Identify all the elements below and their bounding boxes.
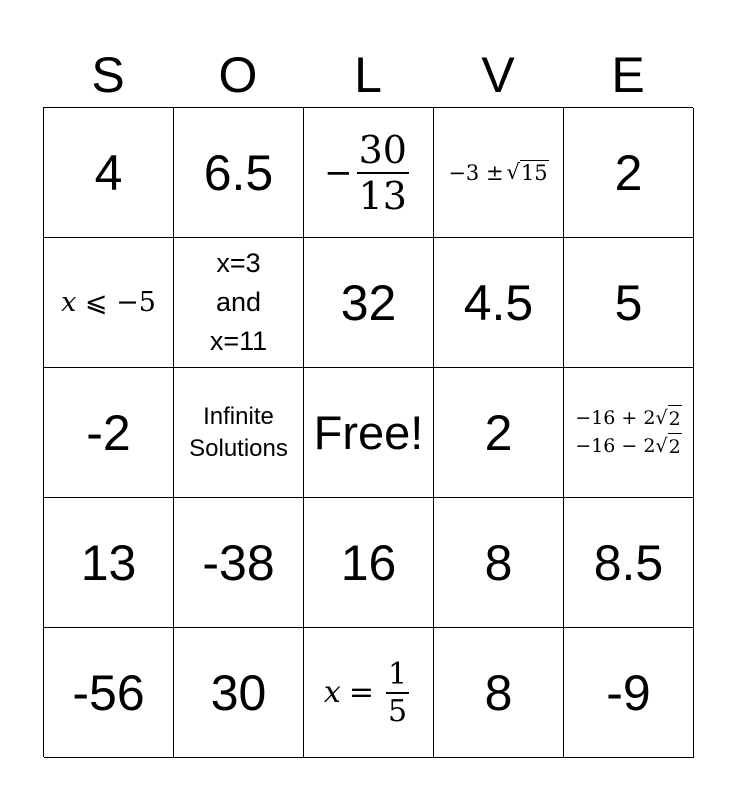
header-letter-s: S — [91, 47, 125, 103]
cell-line: Solutions — [189, 434, 288, 462]
bingo-cell[interactable] — [44, 498, 174, 628]
variable: x — [323, 675, 341, 710]
expression-prefix: −16 + 2 — [575, 406, 656, 429]
radicand: 2 — [668, 433, 682, 461]
bingo-cell[interactable] — [174, 628, 304, 758]
free-space-label: Free! — [313, 406, 424, 459]
cell-line: x=11 — [209, 326, 268, 356]
bingo-cell[interactable] — [434, 238, 564, 368]
bingo-cell[interactable] — [174, 238, 304, 368]
cell-value: 4 — [94, 144, 123, 201]
header-letter-o: O — [218, 47, 258, 103]
expression-prefix: −16 − 2 — [575, 434, 656, 457]
bingo-cell[interactable] — [564, 498, 694, 628]
relation: ⩽ −5 — [84, 287, 156, 318]
variable: x — [61, 287, 77, 318]
cell-text-stack — [189, 401, 288, 465]
cell-value: 30 — [210, 664, 267, 721]
bingo-cell[interactable] — [44, 628, 174, 758]
cell-value: -2 — [86, 404, 131, 461]
square-root — [507, 160, 549, 185]
numerator: 1 — [387, 656, 408, 692]
bingo-header — [43, 44, 693, 106]
bingo-cell[interactable] — [434, 498, 564, 628]
cell-value: 8.5 — [593, 534, 664, 591]
cell-value: 2 — [484, 404, 513, 461]
bingo-cell[interactable] — [174, 498, 304, 628]
bingo-cell[interactable] — [304, 498, 434, 628]
radical-sign-icon: √ — [506, 160, 520, 184]
radical-sign-icon: √ — [655, 434, 668, 457]
cell-value: 6.5 — [203, 144, 274, 201]
bingo-cell[interactable] — [44, 368, 174, 498]
fraction — [386, 657, 409, 729]
cell-value: 13 — [80, 534, 137, 591]
cell-value: 32 — [340, 274, 397, 331]
header-letter-e: E — [611, 47, 645, 103]
bingo-cell[interactable] — [564, 238, 694, 368]
numerator: 30 — [358, 127, 407, 172]
bingo-cell[interactable] — [44, 108, 174, 238]
minus-sign: − — [324, 152, 353, 193]
bingo-cell[interactable] — [304, 238, 434, 368]
cell-value: 8 — [484, 534, 513, 591]
square-root — [655, 433, 681, 461]
fraction — [357, 128, 409, 218]
cell-value: -9 — [606, 664, 651, 721]
header-letter-l: L — [354, 47, 382, 103]
cell-line: Infinite — [203, 402, 274, 430]
cell-line: and — [215, 287, 262, 317]
bingo-cell[interactable] — [174, 368, 304, 498]
bingo-cell[interactable] — [174, 108, 304, 238]
bingo-cell[interactable] — [44, 238, 174, 368]
expression-line — [575, 405, 681, 433]
cell-value: 4.5 — [463, 274, 534, 331]
free-space-cell[interactable] — [304, 368, 434, 498]
cell-value: 2 — [614, 144, 643, 201]
equals-sign: = — [348, 675, 374, 710]
bingo-cell[interactable] — [434, 628, 564, 758]
square-root — [655, 405, 681, 433]
radicand: 2 — [668, 405, 682, 433]
radical-sign-icon: √ — [655, 406, 668, 429]
denominator: 13 — [358, 173, 407, 218]
cell-value: -38 — [202, 534, 275, 591]
bingo-cell[interactable] — [304, 108, 434, 238]
denominator: 5 — [387, 693, 408, 729]
bingo-cell[interactable] — [564, 628, 694, 758]
bingo-cell[interactable] — [564, 108, 694, 238]
cell-text-stack — [210, 244, 267, 361]
expression-line — [575, 433, 681, 461]
bingo-cell[interactable] — [564, 368, 694, 498]
bingo-cell[interactable] — [434, 108, 564, 238]
cell-text-stack — [575, 405, 681, 461]
bingo-cell[interactable] — [434, 368, 564, 498]
expression-prefix: −3 ± — [448, 160, 504, 185]
cell-value: 5 — [614, 274, 643, 331]
bingo-cell[interactable] — [304, 628, 434, 758]
header-letter-v: V — [481, 47, 515, 103]
bingo-board — [43, 107, 693, 757]
cell-value: 16 — [340, 534, 397, 591]
cell-value: 8 — [484, 664, 513, 721]
cell-line: x=3 — [216, 248, 261, 278]
radicand: 15 — [520, 161, 548, 185]
cell-value: -56 — [72, 664, 145, 721]
